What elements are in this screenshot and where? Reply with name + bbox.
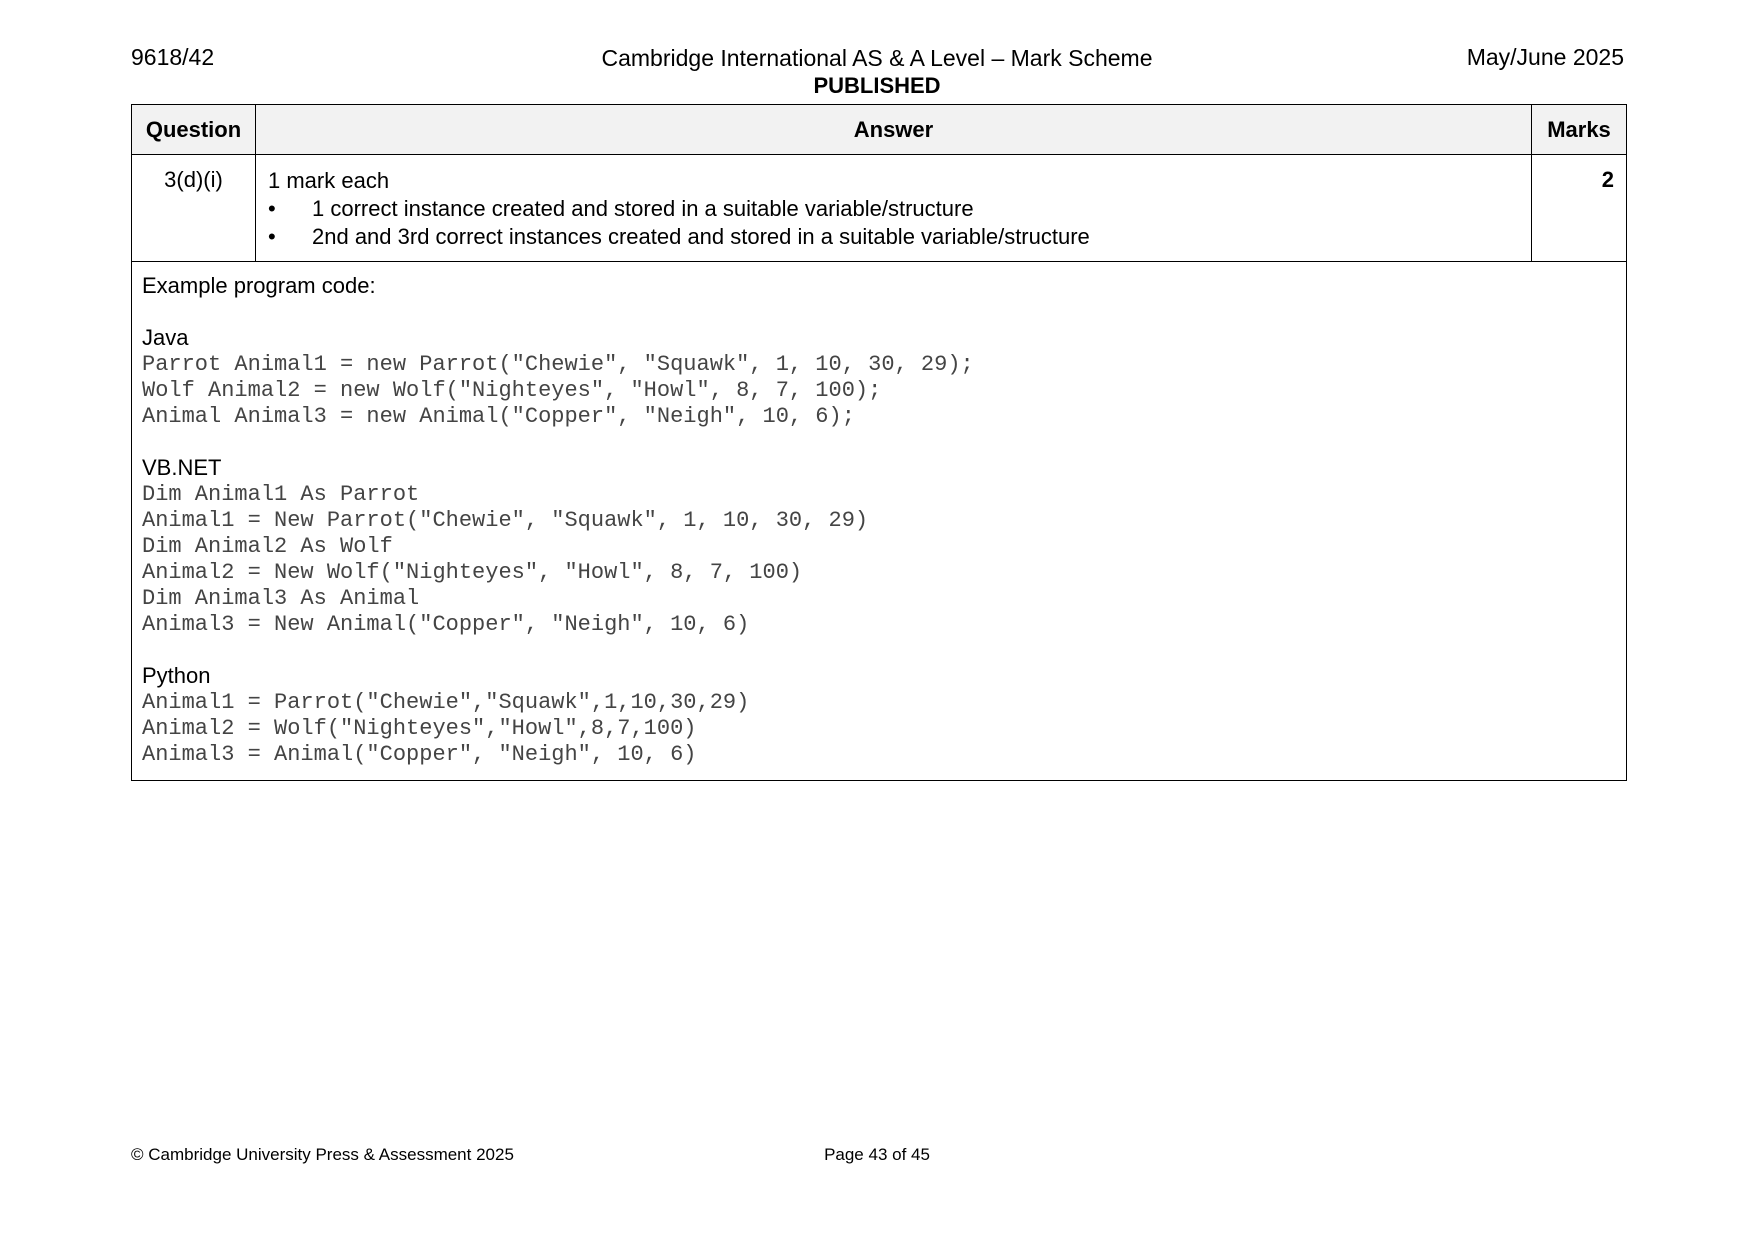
code-line: Parrot Animal1 = new Parrot("Chewie", "Squawk", 1, 10, 30, 29); bbox=[142, 352, 974, 377]
code-line: Animal3 = Animal("Copper", "Neigh", 10, 6) bbox=[142, 742, 697, 767]
code-line: Animal1 = Parrot("Chewie","Squawk",1,10,30,29) bbox=[142, 690, 750, 715]
example-code-row bbox=[132, 262, 1627, 781]
bullet-icon: • bbox=[268, 196, 276, 221]
column-header-answer: Answer bbox=[256, 105, 1532, 155]
bullet-icon: • bbox=[268, 224, 276, 249]
language-label-java: Java bbox=[142, 325, 189, 350]
marks-value: 2 bbox=[1532, 155, 1627, 262]
answer-cell bbox=[256, 155, 1532, 262]
mark-scheme-table bbox=[131, 104, 1627, 781]
code-line: Dim Animal1 As Parrot bbox=[142, 482, 420, 507]
code-line: Animal1 = New Parrot("Chewie", "Squawk", 1, 10, 30, 29) bbox=[142, 508, 869, 533]
copyright-notice: © Cambridge University Press & Assessment 2025 bbox=[131, 1145, 514, 1164]
paper-code: 9618/42 bbox=[131, 44, 215, 70]
code-line: Dim Animal2 As Wolf bbox=[142, 534, 393, 559]
page-number: Page 43 of 45 bbox=[824, 1145, 930, 1164]
language-label-python: Python bbox=[142, 663, 211, 688]
example-code-cell bbox=[132, 262, 1627, 781]
column-header-marks: Marks bbox=[1532, 105, 1627, 155]
code-line: Wolf Animal2 = new Wolf("Nighteyes", "Howl", 8, 7, 100); bbox=[142, 378, 882, 403]
code-line: Animal Animal3 = new Animal("Copper", "Neigh", 10, 6); bbox=[142, 404, 855, 429]
marking-point: • 1 correct instance created and stored in a suitable variable/structure bbox=[268, 196, 974, 221]
marking-points bbox=[268, 195, 1521, 251]
table-row bbox=[132, 155, 1627, 262]
code-line: Animal3 = New Animal("Copper", "Neigh", 10, 6) bbox=[142, 612, 750, 637]
code-line: Animal2 = Wolf("Nighteyes","Howl",8,7,100) bbox=[142, 716, 697, 741]
table-header-row bbox=[132, 105, 1627, 155]
language-label-vbnet: VB.NET bbox=[142, 455, 222, 480]
document-status: PUBLISHED bbox=[813, 73, 941, 98]
code-line: Animal2 = New Wolf("Nighteyes", "Howl", 8, 7, 100) bbox=[142, 560, 803, 585]
code-line: Dim Animal3 As Animal bbox=[142, 586, 420, 611]
document-title: Cambridge International AS & A Level – Mark Scheme bbox=[601, 45, 1153, 71]
marking-point: • 2nd and 3rd correct instances created and stored in a suitable variable/structure bbox=[268, 224, 1090, 249]
example-intro: Example program code: bbox=[142, 273, 376, 298]
exam-session: May/June 2025 bbox=[1466, 44, 1624, 70]
answer-intro: 1 mark each bbox=[268, 168, 390, 193]
column-header-question: Question bbox=[132, 105, 256, 155]
question-number: 3(d)(i) bbox=[132, 155, 256, 262]
